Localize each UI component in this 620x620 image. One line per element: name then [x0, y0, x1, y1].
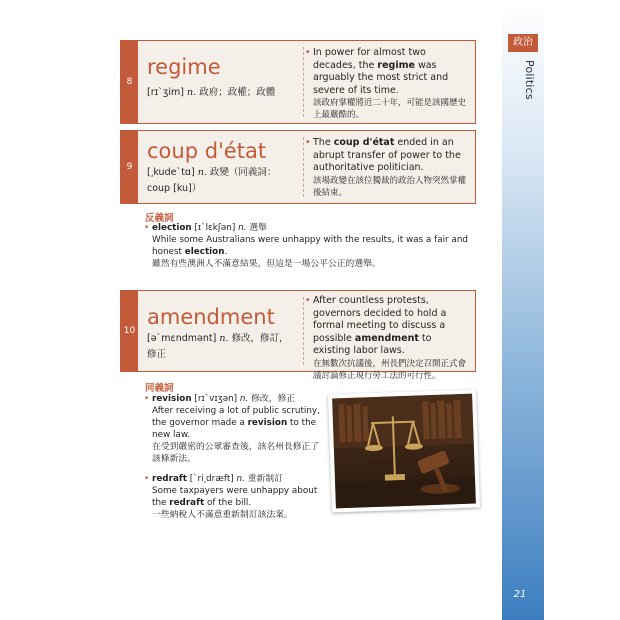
- page-number: 21: [513, 589, 527, 600]
- entry-example: • In power for almost two decades, the regime was arguably the most strict and severe of its time. 該政府掌權將近二十年，可能是該國歷史上最嚴酷的。: [305, 47, 467, 120]
- gavel-scales-photo: [328, 389, 480, 512]
- entry-regime: [120, 40, 476, 124]
- bullet-icon: •: [144, 394, 150, 404]
- divider: [303, 137, 304, 197]
- entry-number: 9: [121, 131, 138, 203]
- entry-number: 10: [121, 291, 138, 371]
- entry-word: amendment: [147, 305, 275, 329]
- divider: [303, 297, 304, 365]
- side-tab-label: 政治: [508, 34, 538, 52]
- antonym-title: 反義詞: [145, 213, 174, 224]
- example-zh: 在無數次抗議後，州長們決定召開正式會議討論修正現行勞工法的可行性。: [313, 358, 467, 381]
- entry-pronunciation: [͵kudeˋtɑ] n. 政變（同義詞： coup [ku]）: [147, 167, 277, 194]
- entry-word: regime: [147, 55, 221, 79]
- side-title: Politics: [523, 60, 536, 100]
- entry-number: 8: [121, 41, 138, 123]
- synonym-example-zh: 在受到嚴密的公眾審查後，該名州長修正了該條新法。: [152, 442, 320, 464]
- photo-image: [332, 394, 476, 509]
- entry-coup-detat: [120, 130, 476, 204]
- entry-pronunciation: [əˋmɛndmənt] n. 修改，修訂， 修正: [147, 333, 289, 360]
- bullet-icon: •: [144, 223, 150, 233]
- bullet-icon: •: [305, 137, 311, 148]
- example-zh: 該政府掌權將近二十年，可能是該國歷史上最嚴酷的。: [313, 98, 467, 120]
- divider: [303, 47, 304, 117]
- antonym-item: • election [ɪˋlɛkʃən] n. 選舉 While some Australians were unhappy with the results, it was a fair and honest election. 雖然有些澳洲人不滿意結果，但這是一場公平公正的選舉。: [144, 223, 468, 269]
- bullet-icon: •: [305, 47, 311, 58]
- bullet-icon: •: [305, 295, 311, 306]
- synonym-example-zh: 一些納稅人不滿意重新制訂該法案。: [152, 510, 293, 520]
- entry-amendment: [120, 290, 476, 381]
- synonym-item: • revision [rɪˋvɪʒən] n. 修改，修正 After receiving a lot of public scrutiny, the governor made a revision to the new law. 在受到嚴密的公眾審查後，該名州長修正了該條新法。: [144, 394, 320, 464]
- synonym-item: • redraft [ˋri͵dræft] n. 重新制訂 Some taxpayers were unhappy about the redraft of the bill. 一些納稅人不滿意重新制訂該法案。: [144, 474, 318, 520]
- entry-pronunciation: [rɪˋʒim] n. 政府；政權；政體: [147, 87, 276, 98]
- entry-example: • The coup d'état ended in an abrupt transfer of power to the authoritative politician. 該場政變在該位獨裁的政治人物突然掌權後結束。: [305, 137, 467, 198]
- bullet-icon: •: [144, 474, 150, 484]
- entry-word: coup d'état: [147, 139, 267, 163]
- synonym-title: 同義詞: [145, 383, 174, 394]
- antonym-example-zh: 雖然有些澳洲人不滿意結果，但這是一場公平公正的選舉。: [152, 259, 381, 269]
- gavel-scales-icon: [332, 394, 476, 509]
- example-zh: 該場政變在該位獨裁的政治人物突然掌權後結束。: [313, 175, 467, 198]
- entry-example: • After countless protests, governors decided to hold a formal meeting to discuss a possible amendment to existing labor laws. 在無數次抗議後，州長們決定召開正式會議討論修正現行勞工法的可行性。: [305, 295, 467, 381]
